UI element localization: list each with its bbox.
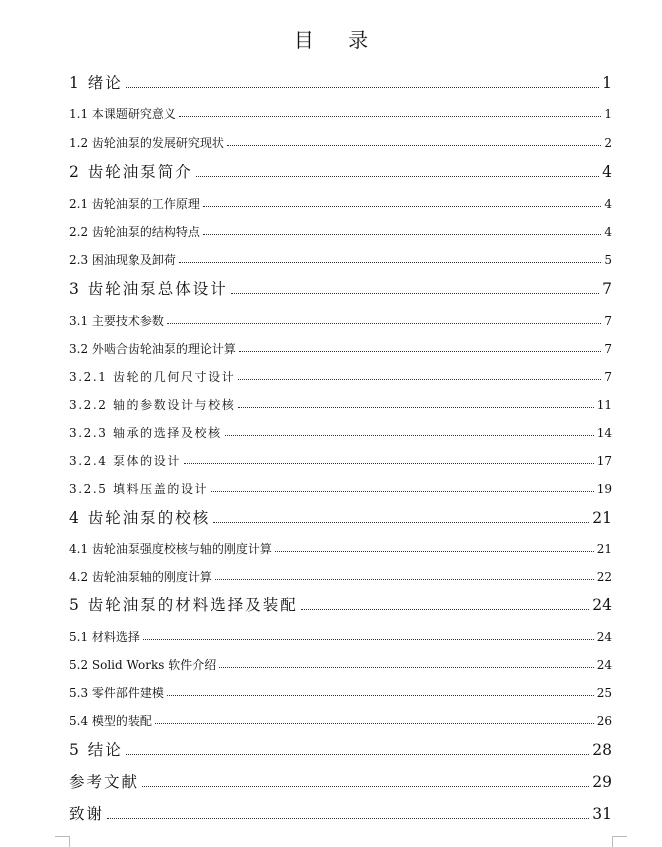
toc-entry-line (69, 361, 612, 383)
toc-leader-dots (215, 579, 594, 580)
toc-page-number: 7 (604, 342, 612, 356)
toc-entry-label: 2 齿轮油泵简介 (69, 162, 193, 181)
page-corner-mark-left (55, 836, 70, 847)
toc-page-number: 28 (592, 740, 612, 759)
toc-entry[interactable] (0, 621, 662, 643)
toc-entry-line (69, 561, 612, 583)
toc-entry[interactable] (0, 705, 662, 727)
toc-page-number: 14 (596, 426, 612, 440)
toc-entry-label: 5 齿轮油泵的材料选择及装配 (69, 595, 298, 614)
toc-leader-dots (203, 234, 601, 235)
toc-leader-dots (275, 551, 594, 552)
toc-entry[interactable] (0, 533, 662, 555)
toc-entry-line (69, 158, 612, 180)
toc-leader-dots (203, 206, 601, 207)
toc-page-number: 1 (602, 73, 612, 92)
toc-entry-line (69, 705, 612, 727)
toc-leader-dots (184, 463, 594, 464)
toc-entry[interactable] (0, 98, 662, 120)
toc-entry[interactable] (0, 389, 662, 411)
toc-entry[interactable] (0, 333, 662, 355)
toc-entry-line (69, 417, 612, 439)
toc-entry-line (69, 333, 612, 355)
toc-entry-label: 3.2.1 齿轮的几何尺寸设计 (69, 370, 236, 384)
toc-leader-dots (179, 262, 601, 263)
toc-entry-label: 3.2 外啮合齿轮油泵的理论计算 (69, 342, 236, 356)
toc-leader-dots (227, 145, 601, 146)
toc-entry-line (69, 389, 612, 411)
toc-entry-label: 致谢 (69, 804, 105, 823)
toc-entry-label: 5 结论 (69, 740, 123, 759)
toc-page-number: 7 (604, 314, 612, 328)
toc-leader-dots (238, 379, 601, 380)
toc-leader-dots (167, 323, 601, 324)
page-title: 目 录 (293, 28, 383, 52)
toc-page-number: 24 (596, 630, 612, 644)
toc-entry[interactable] (0, 417, 662, 439)
toc-entry[interactable] (0, 216, 662, 238)
toc-entry-label: 3.2.2 轴的参数设计与校核 (69, 398, 236, 412)
toc-entry-label: 3.2.3 轴承的选择及校核 (69, 426, 222, 440)
toc-entry-label: 3.1 主要技术参数 (69, 314, 164, 328)
toc-entry-label: 2.3 困油现象及卸荷 (69, 253, 176, 267)
toc-entry[interactable] (0, 561, 662, 583)
toc-page-number: 4 (604, 197, 612, 211)
toc-entry-label: 1.2 齿轮油泵的发展研究现状 (69, 136, 224, 150)
toc-page-number: 5 (604, 253, 612, 267)
toc-entry[interactable] (0, 69, 662, 91)
toc-leader-dots (238, 407, 593, 408)
toc-page-number: 4 (602, 162, 612, 181)
toc-entry-label: 3.2.4 泵体的设计 (69, 454, 181, 468)
toc-entry-label: 4.1 齿轮油泵强度校核与轴的刚度计算 (69, 542, 272, 556)
toc-page-number: 7 (602, 279, 612, 298)
toc-entry-label: 5.1 材料选择 (69, 630, 140, 644)
toc-entry-label: 4 齿轮油泵的校核 (69, 508, 211, 527)
toc-page-number: 19 (596, 482, 612, 496)
toc-page-number: 21 (596, 542, 612, 556)
toc-entry-line (69, 445, 612, 467)
toc-leader-dots (196, 176, 599, 177)
toc-entry-label: 1 绪论 (69, 73, 123, 92)
toc-entry-line (69, 305, 612, 327)
toc-leader-dots (225, 435, 594, 436)
toc-entry-label: 2.1 齿轮油泵的工作原理 (69, 197, 200, 211)
toc-leader-dots (219, 667, 593, 668)
toc-entry-line (69, 649, 612, 671)
toc-page-number: 31 (592, 804, 612, 823)
toc-entry[interactable] (0, 361, 662, 383)
toc-entry[interactable] (0, 736, 662, 758)
toc-entry-label: 3.2.5 填料压盖的设计 (69, 482, 209, 496)
toc-entry-line (69, 188, 612, 210)
toc-entry[interactable] (0, 473, 662, 495)
toc-leader-dots (107, 818, 589, 819)
toc-page-number: 29 (592, 772, 612, 791)
toc-leader-dots (167, 695, 594, 696)
toc-page-number: 1 (604, 107, 612, 121)
toc-entry[interactable] (0, 188, 662, 210)
page-corner-mark-right (612, 836, 627, 847)
toc-entry[interactable] (0, 591, 662, 613)
toc-leader-dots (143, 639, 594, 640)
toc-entry-line (69, 533, 612, 555)
toc-page-number: 24 (592, 595, 612, 614)
toc-entry-label: 参考文献 (69, 772, 140, 791)
toc-page-number: 26 (596, 714, 612, 728)
toc-leader-dots (213, 522, 589, 523)
toc-entry-line (69, 127, 612, 149)
toc-leader-dots (231, 293, 599, 294)
toc-page-number: 22 (596, 570, 612, 584)
toc-entry[interactable] (0, 305, 662, 327)
toc-entry[interactable] (0, 244, 662, 266)
toc-entry-line (69, 591, 612, 613)
toc-entry-label: 3 齿轮油泵总体设计 (69, 279, 228, 298)
toc-entry[interactable] (0, 649, 662, 671)
toc-entry[interactable] (0, 445, 662, 467)
toc-entry-line (69, 677, 612, 699)
toc-entry-line (69, 504, 612, 526)
toc-leader-dots (301, 609, 589, 610)
toc-page-number: 24 (596, 658, 612, 672)
toc-page-number: 2 (604, 136, 612, 150)
toc-leader-dots (155, 723, 594, 724)
toc-page-number: 4 (604, 225, 612, 239)
toc-entry[interactable] (0, 158, 662, 180)
toc-entry-line (69, 98, 612, 120)
toc-entry-line (69, 275, 612, 297)
toc-entry-label: 5.2 Solid Works 软件介绍 (69, 658, 217, 672)
toc-entry-line (69, 736, 612, 758)
toc-entry-label: 4.2 齿轮油泵轴的刚度计算 (69, 570, 212, 584)
toc-entry-line (69, 800, 612, 822)
toc-entry[interactable] (0, 275, 662, 297)
toc-entry-label: 5.3 零件部件建模 (69, 686, 164, 700)
toc-entry[interactable] (0, 677, 662, 699)
toc-entry-label: 1.1 本课题研究意义 (69, 107, 176, 121)
toc-entry-line (69, 69, 612, 91)
toc-entry-line (69, 768, 612, 790)
toc-entry-line (69, 621, 612, 643)
toc-leader-dots (179, 116, 601, 117)
toc-entry-label: 2.2 齿轮油泵的结构特点 (69, 225, 200, 239)
toc-leader-dots (211, 491, 594, 492)
toc-page-number: 7 (604, 370, 612, 384)
toc-entry[interactable] (0, 768, 662, 790)
toc-page-number: 25 (596, 686, 612, 700)
toc-leader-dots (126, 754, 589, 755)
toc-entry-line (69, 244, 612, 266)
toc-entry[interactable] (0, 800, 662, 822)
toc-entry-line (69, 216, 612, 238)
toc-leader-dots (239, 351, 601, 352)
toc-entry[interactable] (0, 127, 662, 149)
toc-page-number: 21 (592, 508, 612, 527)
toc-leader-dots (126, 87, 599, 88)
toc-entry-label: 5.4 模型的装配 (69, 714, 152, 728)
toc-entry[interactable] (0, 504, 662, 526)
toc-page-number: 11 (596, 398, 612, 412)
toc-leader-dots (142, 786, 589, 787)
toc-entry-line (69, 473, 612, 495)
toc-page-number: 17 (596, 454, 612, 468)
